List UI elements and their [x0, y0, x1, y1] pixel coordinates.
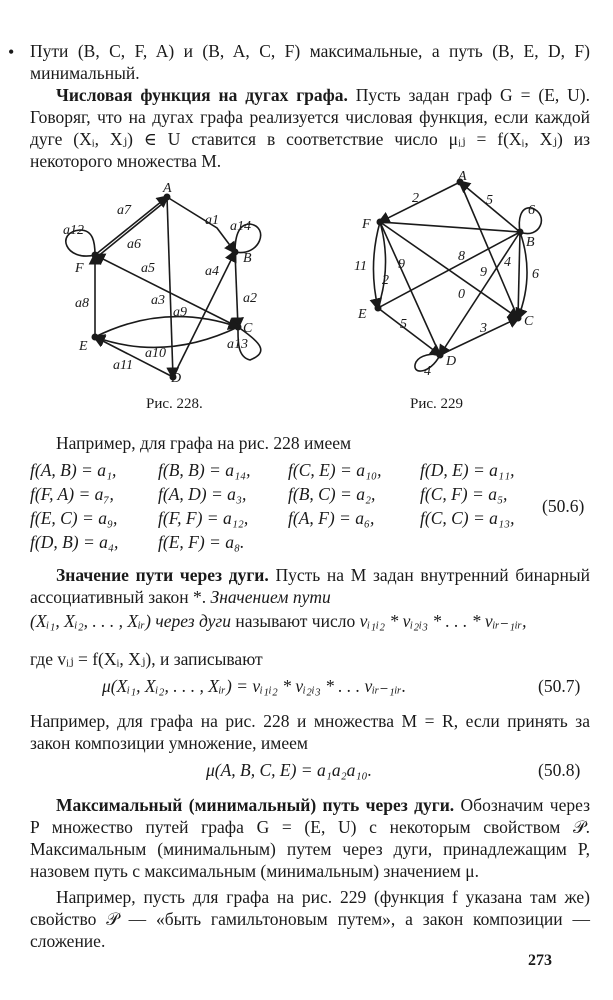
formula-cell: f(B, C) = a₂,: [288, 484, 376, 504]
node-a-label: A: [163, 182, 172, 196]
term-path-value: Значением пути: [210, 587, 331, 607]
node-e-label: E: [358, 307, 367, 322]
weight-label: 2: [412, 191, 419, 206]
figure-229-graph: [340, 170, 560, 385]
weight-label: 8: [458, 249, 465, 264]
formula-cell: f(C, F) = a₅,: [420, 484, 508, 504]
formula-cell: f(B, B) = a₁₄,: [158, 460, 251, 480]
arc-label: a10: [145, 346, 166, 361]
arc-label: a13: [227, 337, 248, 352]
weight-label: 4: [424, 364, 431, 379]
arc-label: a11: [113, 358, 133, 373]
node-c-label: C: [524, 314, 534, 329]
formula-cell: f(A, D) = a₃,: [158, 484, 247, 504]
node-b-label: B: [243, 251, 252, 266]
node-a-label: A: [458, 170, 467, 184]
figure-228-caption: Рис. 228.: [146, 396, 203, 412]
example-228-intro: Например, для графа на рис. 228 имеем: [56, 433, 352, 453]
formula-cell: f(E, C) = a₉,: [30, 508, 118, 528]
node-b-label: B: [526, 235, 535, 250]
text-max-min-path: Обозначим через P множество путей графа G = (E, U) с некоторым свойством 𝒫. Максимальным (минимальным) путем через дуги, принадлежащим P, назовем путь с максимальным (минимальным) значением μ.: [30, 795, 590, 881]
arc-label: a2: [243, 291, 257, 306]
example-multiplication: Например, для графа на рис. 228 и множества M = R, если принять за закон композиции умножение, имеем: [30, 711, 590, 753]
arc-label: a8: [75, 296, 89, 311]
formula-cell: f(C, C) = a₁₃,: [420, 508, 515, 528]
node-f-label: F: [75, 261, 84, 276]
formula-cell: f(D, B) = a₄,: [30, 532, 119, 552]
formula-cell: f(C, E) = a₁₀,: [288, 460, 382, 480]
equation-number-50-8: (50.8): [538, 760, 581, 780]
section-path-value: [30, 564, 590, 608]
arc-label: a3: [151, 293, 165, 308]
arc-label: a6: [127, 237, 141, 252]
text-path-value: Пусть на M задан внутренний бинарный ассоциативный закон *.: [30, 565, 590, 607]
weight-label: 6: [528, 203, 535, 218]
path-product: vᵢ₁ᵢ₂ * vᵢ₂ᵢ₃ * . . . * vᵢᵣ₋₁ᵢᵣ,: [359, 611, 527, 631]
formula-cell: f(F, F) = a₁₂,: [158, 508, 249, 528]
arc-label: a14: [230, 219, 251, 234]
arc-label: a1: [205, 213, 219, 228]
weight-label: 3: [480, 321, 487, 336]
where-clause: где vᵢⱼ = f(Xᵢ, Xⱼ), и записывают: [30, 649, 263, 669]
section-numeric-function: [30, 84, 590, 172]
equation-number-50-6: (50.6): [542, 496, 585, 516]
page-number: 273: [528, 952, 552, 969]
arc-label: a12: [63, 223, 84, 238]
arc-label: a4: [205, 264, 219, 279]
formula-cell: f(E, F) = a₈.: [158, 532, 245, 552]
formula-cell: f(D, E) = a₁₁,: [420, 460, 515, 480]
formula-cell: f(A, F) = a₆,: [288, 508, 375, 528]
intro-paragraph: Пути (B, C, F, A) и (B, A, C, F) максимальные, а путь (B, E, D, F) минимальный.: [30, 41, 590, 83]
formula-cell: f(A, B) = a₁,: [30, 460, 117, 480]
weight-label: 11: [354, 259, 367, 274]
node-c-label: C: [243, 321, 253, 336]
node-e-label: E: [79, 339, 88, 354]
node-d-label: D: [171, 371, 182, 386]
node-f-label: F: [362, 217, 371, 232]
arc-label: a7: [117, 203, 131, 218]
weight-label: 4: [504, 255, 511, 270]
weight-label: 9: [398, 257, 405, 272]
weight-label: 6: [532, 267, 539, 282]
bullet-mark: •: [8, 42, 15, 62]
path-value-definition: [30, 610, 590, 632]
example-hamiltonian: Например, пусть для графа на рис. 229 (функция f указана там же) свойство 𝒫 — «быть гамильтоновым путем», а закон композиции — сложение.: [30, 887, 590, 951]
equation-50-8: μ(A, B, C, E) = a₁a₂a₁₀.: [206, 760, 372, 780]
weight-label: 2: [382, 273, 389, 288]
equation-number-50-7: (50.7): [538, 676, 581, 696]
section-max-min-path: [30, 794, 590, 882]
formula-cell: f(F, A) = a₇,: [30, 484, 114, 504]
node-d-label: D: [446, 354, 457, 369]
term-through-arcs: через дуги: [155, 611, 231, 631]
weight-label: 9: [480, 265, 487, 280]
arc-label: a9: [173, 305, 187, 320]
path-notation: (Xᵢ₁, Xᵢ₂, . . . , Xᵢᵣ): [30, 611, 152, 631]
arc-label: a5: [141, 261, 155, 276]
weight-label: 5: [400, 317, 407, 332]
weight-label: 0: [458, 287, 465, 302]
figure-228-graph: [55, 182, 295, 392]
text-called-number: называют число: [235, 611, 356, 631]
heading-path-value: Значение пути через дуги.: [56, 565, 269, 585]
weight-label: 5: [486, 193, 493, 208]
figure-229-caption: Рис. 229: [410, 396, 464, 412]
text-numeric-function: Пусть задан граф G = (E, U). Говоряг, что на дугах графа реализуется числовая функция, если каждой дуге (Xᵢ, Xⱼ) ∈ U ставится в соответствие число μᵢⱼ = f(Xᵢ, Xⱼ) из некоторого множества M.: [30, 85, 591, 171]
heading-max-min-path: Максимальный (минимальный) путь через дуги.: [56, 795, 455, 815]
equation-50-7: μ(Xᵢ₁, Xᵢ₂, . . . , Xᵢᵣ) = vᵢ₁ᵢ₂ * vᵢ₂ᵢ₃ * . . . vᵢᵣ₋₁ᵢᵣ.: [102, 676, 407, 696]
heading-numeric-function: Числовая функция на дугах графа.: [56, 85, 348, 105]
